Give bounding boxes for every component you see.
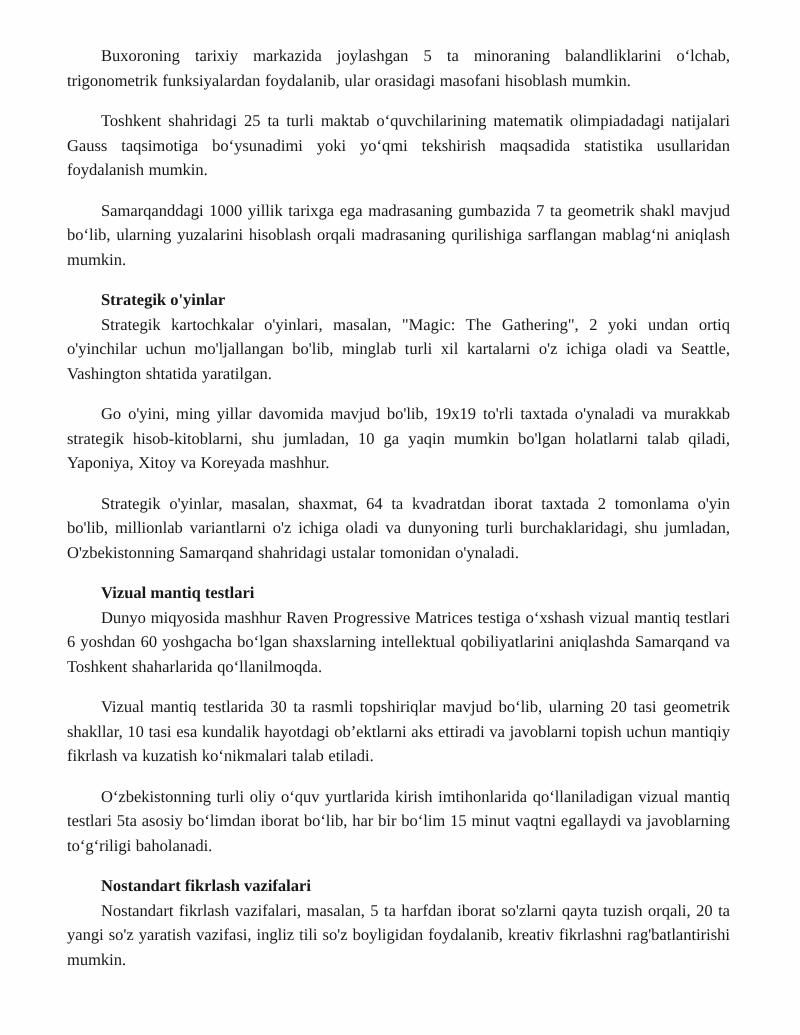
paragraph-samarqand-madrasa-geometry: Samarqanddagi 1000 yillik tarixga ega madrasaning gumbazida 7 ta geometrik shakl mavjud boʻlib, ularning yuzalarini hisoblash orqali madrasaning qurilishiga sarflangan mablagʻni aniqlash mumkin. (67, 200, 730, 269)
paragraph-entrance-exam-tests: Oʻzbekistonning turli oliy oʻquv yurtlarida kirish imtihonlarida qoʻllaniladigan vizual mantiq testlari 5ta asosiy boʻlimdan iborat boʻlib, har bir boʻlim 15 minut vaqtni egallaydi va javoblarning toʻgʻriligi baholanadi. (67, 786, 730, 855)
heading-vizual-mantiq-testlari: Vizual mantiq testlari (101, 583, 255, 602)
paragraph-minorets-trigonometry: Buxoroning tarixiy markazida joylashgan 5 ta minoraning balandliklarini oʻlchab, trigonometrik funksiyalardan foydalanib, ular orasidagi masofani hisoblash mumkin. (67, 46, 730, 90)
paragraph-magic-the-gathering: Strategik kartochkalar o'yinlari, masalan, "Magic: The Gathering", 2 yoki undan ortiq o'yinchilar uchun mo'ljallangan bo'lib, minglab turli xil kartalarni o'z ichiga oladi va Seattle, Vashington shtatida yaratilgan. (67, 314, 730, 383)
paragraph-raven-progressive-matrices: Dunyo miqyosida mashhur Raven Progressive Matrices testiga oʻxshash vizual mantiq testlari 6 yoshdan 60 yoshgacha boʻlgan shaxslarning intellektual qobiliyatlarini aniqlashda Samarqand va Toshkent shaharlarida qoʻllanilmoqda. (67, 607, 730, 676)
paragraph-toshkent-gauss-statistics: Toshkent shahridagi 25 ta turli maktab oʻquvchilarining matematik olimpiadadagi natijalari Gauss taqsimotiga boʻysunadimi yoki yoʻqmi tekshirish maqsadida statistika usullaridan foydalanish mumkin. (67, 111, 730, 179)
paragraph-nonstandard-thinking-tasks: Nostandart fikrlash vazifalari, masalan, 5 ta harfdan iborat so'zlarni qayta tuzish orqali, 20 ta yangi so'z yaratish vazifasi, ingliz tili so'z boyligidan foydalanib, kreativ fikrlashni rag'batlantirishi mumkin. (67, 900, 730, 969)
paragraph-visual-test-contents: Vizual mantiq testlarida 30 ta rasmli topshiriqlar mavjud boʻlib, ularning 20 tasi geometrik shakllar, 10 tasi esa kundalik hayotdagi ob’ektlarni aks ettiradi va javoblarni topish uchun mantiqiy fikrlash va kuzatish koʻnikmalari talab etiladi. (67, 697, 730, 765)
heading-nostandart-fikrlash-vazifalari: Nostandart fikrlash vazifalari (101, 876, 311, 895)
paragraph-go-game: Go o'yini, ming yillar davomida mavjud bo'lib, 19x19 to'rli taxtada o'ynaladi va murakkab strategik hisob-kitoblarni, shu jumladan, 10 ga yaqin mumkin bo'lgan holatlarni talab qiladi, Yaponiya, Xitoy va Koreyada mashhur. (67, 404, 730, 472)
heading-strategik-oyinlar: Strategik o'yinlar (101, 290, 226, 309)
paragraph-chess: Strategik o'yinlar, masalan, shaxmat, 64 ta kvadratdan iborat taxtada 2 tomonlama o'yin bo'lib, millionlab variantlarni o'z ichiga oladi va dunyoning turli burchaklaridagi, shu jumladan, O'zbekistonning Samarqand shahridagi ustalar tomonidan o'ynaladi. (67, 493, 730, 562)
